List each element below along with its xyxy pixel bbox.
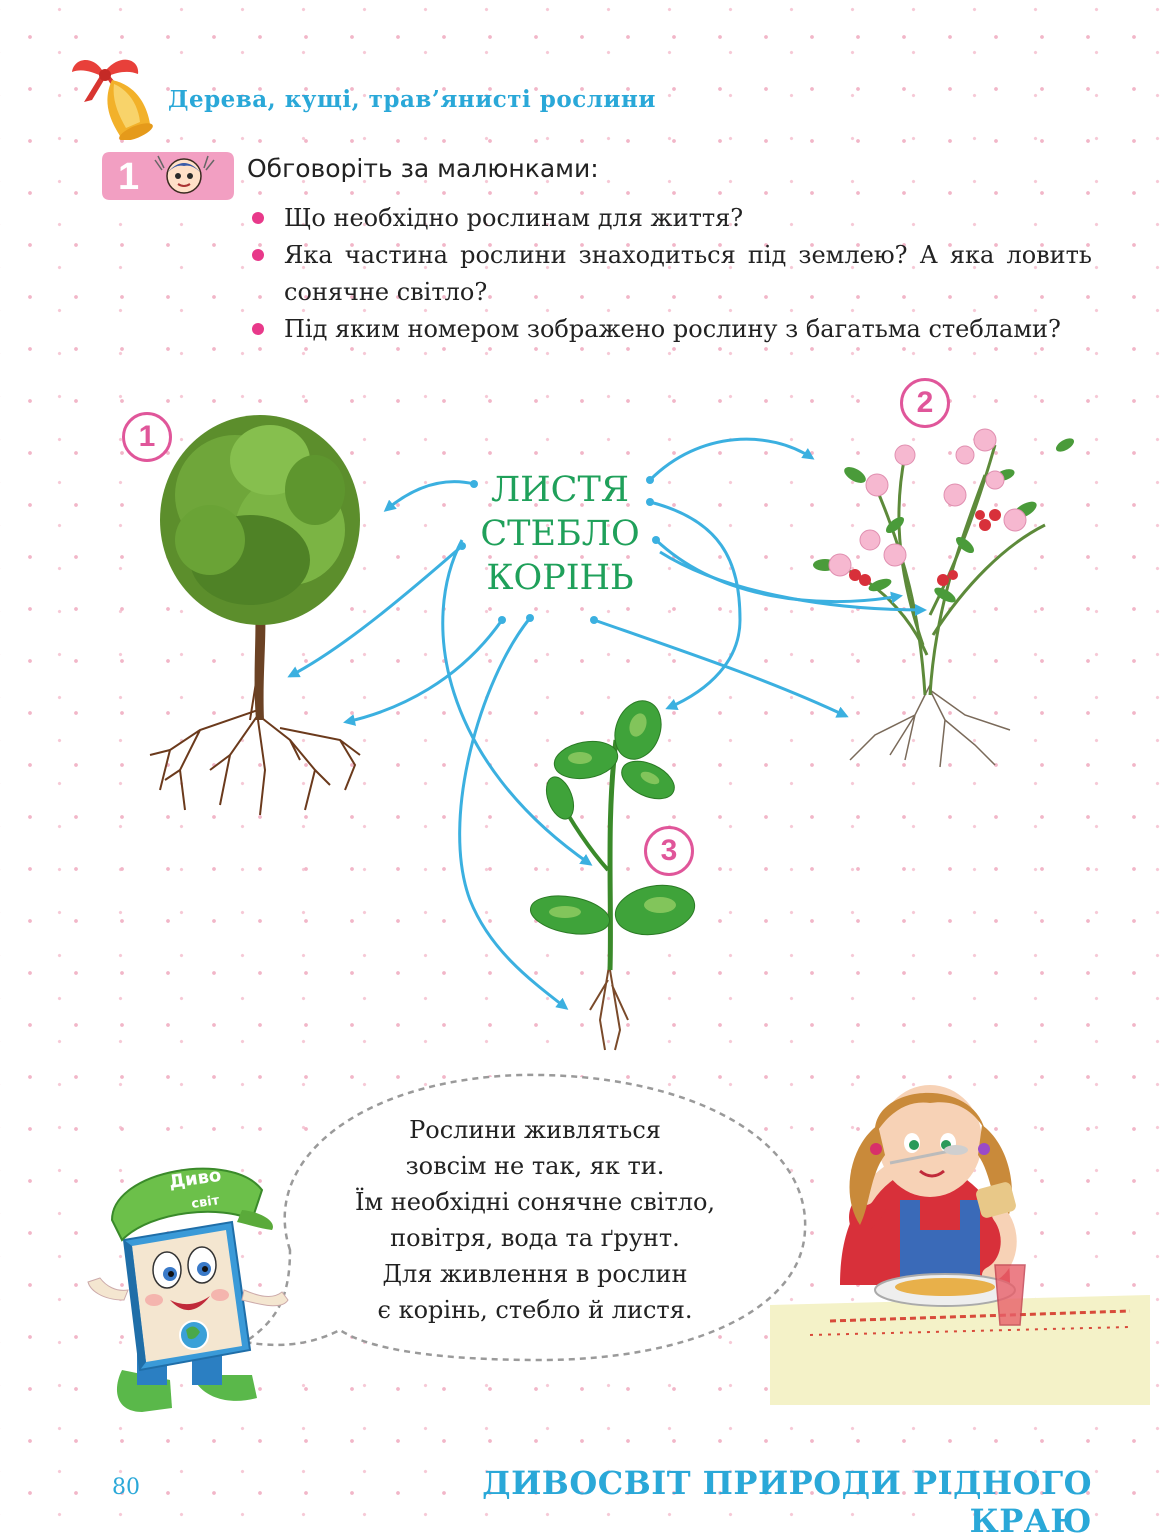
question-list <box>252 200 1092 348</box>
rose-bush-illustration <box>795 415 1095 775</box>
speech-line: повітря, вода та ґрунт. <box>390 1224 680 1252</box>
plant-number-2: 2 <box>900 378 950 428</box>
speech-line: Рослини живляться <box>409 1116 661 1144</box>
girl-eating-illustration <box>770 1085 1150 1405</box>
speech-line: зовсім не так, як ти. <box>405 1152 665 1180</box>
mascot-cap-text-2: світ <box>190 1193 221 1212</box>
plant-parts-list <box>460 468 660 600</box>
question-item: Що необхідно рослинам для життя? <box>252 200 1092 237</box>
speech-line: є корінь, стебло й листя. <box>377 1296 693 1324</box>
plant-number-1: 1 <box>122 412 172 462</box>
speech-text <box>300 1112 770 1328</box>
task-title: Обговоріть за малюнками: <box>247 154 599 183</box>
task-number: 1 <box>118 156 140 198</box>
speech-line: Для живлення в рослин <box>382 1260 688 1288</box>
mascot-cap-text-1: Диво <box>167 1164 223 1193</box>
bell-icon <box>62 50 162 140</box>
footer-title: ДИВОСВІТ ПРИРОДИ РІДНОГО КРАЮ <box>482 1464 1092 1540</box>
part-leaves: ЛИСТЯ <box>490 470 630 510</box>
part-stem: СТЕБЛО <box>480 514 640 554</box>
part-root: КОРІНЬ <box>486 558 634 598</box>
herb-illustration <box>520 700 700 1060</box>
speech-line: Їм необхідні сонячне світло, <box>354 1188 716 1216</box>
question-item: Під яким номером зображено рослину з багатьма стеблами? <box>252 311 1092 348</box>
mascot-book-character <box>82 1150 292 1420</box>
page-number: 80 <box>112 1475 140 1500</box>
plant-number-3: 3 <box>644 826 694 876</box>
question-item: Яка частина рослини знаходиться під землею? А яка ловить сонячне світло? <box>252 237 1092 311</box>
tree-illustration <box>140 410 380 820</box>
section-title: Дерева, кущі, трав’янисті рослини <box>168 86 656 113</box>
